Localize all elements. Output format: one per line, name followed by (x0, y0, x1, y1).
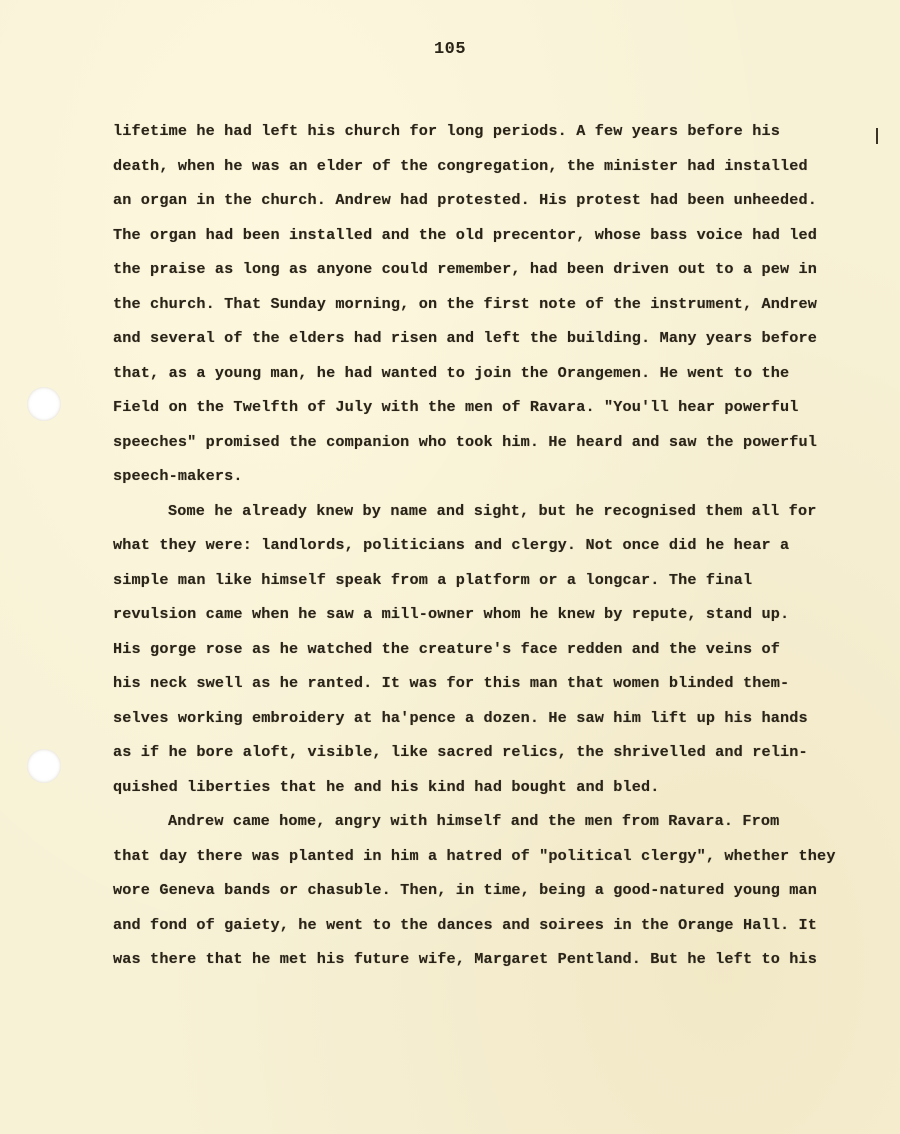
body-text (113, 117, 873, 980)
text-line: an organ in the church. Andrew had protested. His protest had been unheeded. (113, 191, 818, 209)
paragraph-2 (113, 497, 873, 808)
text-line: Andrew came home, angry with himself and the men from Ravara. From (168, 812, 780, 830)
text-line: what they were: landlords, politicians and clergy. Not once did he hear a (113, 536, 790, 554)
text-line: that day there was planted in him a hatred of "political clergy", whether they (113, 846, 836, 865)
text-line: the church. That Sunday morning, on the first note of the instrument, Andrew (113, 294, 818, 313)
text-line: the praise as long as anyone could remember, had been driven out to a pew in (113, 260, 818, 278)
text-line: was there that he met his future wife, Margaret Pentland. But he left to his (113, 950, 818, 968)
text-line: his neck swell as he ranted. It was for this man that women blinded them- (113, 674, 790, 692)
text-line: simple man like himself speak from a platform or a longcar. The final (113, 570, 753, 589)
text-line: death, when he was an elder of the congregation, the minister had installed (113, 156, 808, 175)
paragraph-1 (113, 117, 873, 497)
text-line: and fond of gaiety, he went to the dances and soirees in the Orange Hall. It (113, 915, 818, 934)
text-line: speech-makers. (113, 467, 243, 485)
punch-hole-upper (27, 387, 61, 421)
text-line: The organ had been installed and the old precentor, whose bass voice had led (113, 225, 818, 244)
text-line: as if he bore aloft, visible, like sacred relics, the shrivelled and relin- (113, 743, 808, 761)
text-line: that, as a young man, he had wanted to join the Orangemen. He went to the (113, 363, 790, 382)
text-line: lifetime he had left his church for long periods. A few years before his (113, 122, 781, 140)
text-line: selves working embroidery at ha'pence a dozen. He saw him lift up his hands (113, 708, 808, 727)
text-line: wore Geneva bands or chasuble. Then, in time, being a good-natured young man (113, 881, 818, 899)
text-line: Field on the Twelfth of July with the men of Ravara. "You'll hear powerful (113, 398, 799, 416)
margin-mark-right (876, 128, 878, 144)
paragraph-3 (113, 807, 873, 980)
text-line: Some he already knew by name and sight, but he recognised them all for (168, 501, 817, 520)
text-line: revulsion came when he saw a mill-owner whom he knew by repute, stand up. (113, 605, 790, 623)
text-line: speeches" promised the companion who took him. He heard and saw the powerful (113, 432, 818, 451)
text-line: quished liberties that he and his kind had bought and bled. (113, 777, 660, 796)
punch-hole-lower (27, 749, 61, 783)
page-number: 105 (433, 40, 467, 59)
text-line: and several of the elders had risen and left the building. Many years before (113, 329, 818, 347)
text-line: His gorge rose as he watched the creature's face redden and the veins of (113, 639, 781, 658)
